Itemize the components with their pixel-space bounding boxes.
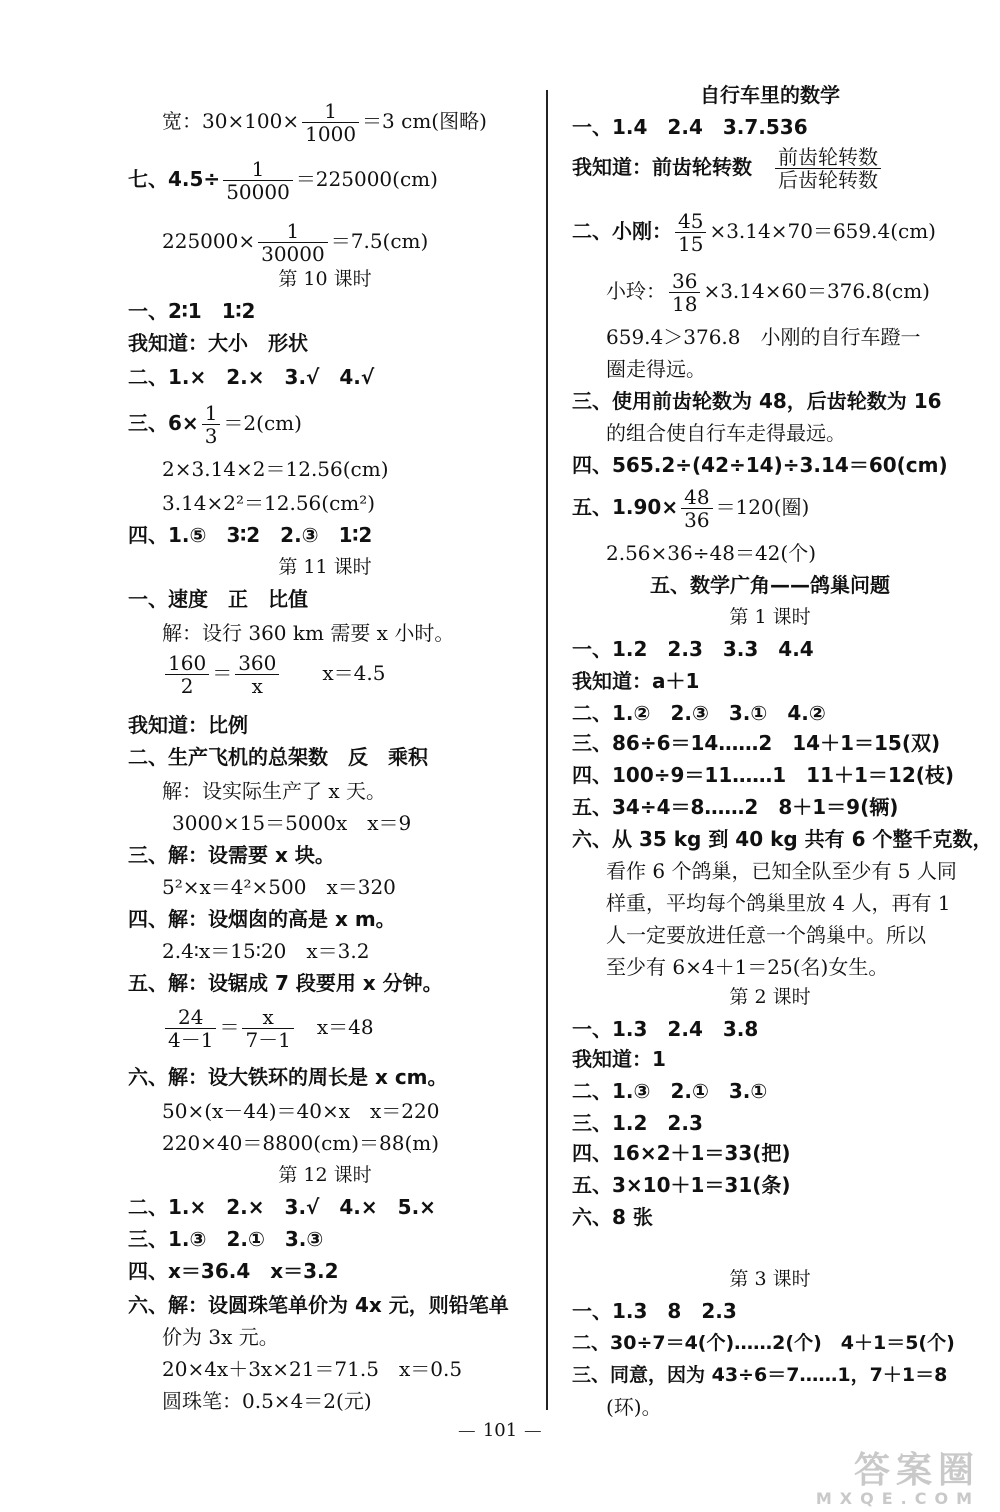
right-line-30: 一、1.3 8 2.3 (572, 1299, 737, 1323)
left-line-32: 20×4x＋3x×21＝71.5 x＝0.5 (162, 1357, 463, 1381)
right-line-15: 三、86÷6＝14……2 14＋1＝15(双) (572, 731, 941, 755)
fraction: $\frac{x}{7-1}$ (242, 1006, 293, 1051)
right-line-19: 看作 6 个鸽巢，已知全队至少有 5 人同 (606, 859, 957, 883)
left-line-2: 七、4.5÷ $\frac{1}{50000}$ ＝225000(cm) (128, 157, 438, 204)
fraction: $\frac{36}{18}$ (669, 270, 700, 315)
left-line-13: $\frac{160}{2}$ ＝ $\frac{360}{x}$ x＝4.5 (162, 652, 385, 697)
left-line-30: 六、解：设圆珠笔单价为 4x 元，则铅笔单 (128, 1293, 509, 1317)
right-line-20: 样重，平均每个鸽巢里放 4 人，再有 1 (606, 891, 951, 915)
section-title-bicycle: 自行车里的数学 (700, 83, 840, 107)
lesson-heading-11: 第 11 课时 (278, 556, 372, 578)
right-line-22: 至少有 6×4＋1＝25(名)女生。 (606, 955, 889, 979)
right-line-11: 2.56×36÷48＝42(个) (606, 541, 816, 565)
right-line-10: 五、1.90× $\frac{48}{36}$ ＝120(圈) (572, 485, 810, 532)
right-line-2: 我知道：前齿轮转数 $\frac{\text{前齿轮转数}}{\text{后齿轮转数}}$ (572, 146, 884, 191)
left-line-17: 3000×15＝5000x x＝9 (172, 811, 412, 835)
right-line-4: 小玲： $\frac{36}{18}$ ×3.14×60＝376.8(cm) (606, 269, 930, 316)
left-line-14: 我知道：比例 (128, 713, 248, 737)
left-line-27: 二、1.× 2.× 3.√ 4.× 5.× (128, 1195, 436, 1219)
right-line-1: 一、1.4 2.4 3.7.536 (572, 115, 808, 139)
right-line-29: 六、8 张 (572, 1205, 653, 1229)
left-line-3: 225000× $\frac{1}{30000}$ ＝7.5(cm) (162, 219, 429, 266)
right-line-7: 三、使用前齿轮数为 48，后齿轮数为 16 (572, 389, 942, 413)
right-line-31: 二、30÷7＝4(个)……2(个) 4＋1＝5(个) (572, 1332, 955, 1354)
left-line-26: 220×40＝8800(cm)＝88(m) (162, 1131, 440, 1155)
lesson-heading-12: 第 12 课时 (278, 1164, 372, 1186)
left-line-8: 2×3.14×2＝12.56(cm) (162, 457, 389, 481)
right-line-3: 二、小刚： $\frac{45}{15}$ ×3.14×70＝659.4(cm) (572, 209, 936, 256)
watermark-logo (730, 1452, 980, 1508)
right-line-16: 四、100÷9＝11……1 11＋1＝12(枝) (572, 763, 955, 787)
right-line-9: 四、565.2÷(42÷14)÷3.14＝60(cm) (572, 453, 948, 477)
right-line-18: 六、从 35 kg 到 40 kg 共有 6 个整千克数， (572, 827, 993, 851)
left-line-7: 三、6× $\frac{1}{3}$ ＝2(cm) (128, 401, 302, 448)
right-line-26: 三、1.2 2.3 (572, 1111, 703, 1135)
right-line-13: 我知道：a＋1 (572, 669, 700, 693)
fraction: $\frac{160}{2}$ (165, 652, 209, 697)
left-line-28: 三、1.③ 2.① 3.③ (128, 1227, 324, 1251)
left-line-23: $\frac{24}{4-1}$ ＝ $\frac{x}{7-1}$ x＝48 (162, 1006, 374, 1051)
fraction: $\frac{\text{前齿轮转数}}{\text{后齿轮转数}}$ (775, 146, 881, 191)
fraction: $\frac{24}{4-1}$ (165, 1006, 216, 1051)
right-line-5: 659.4＞376.8 小刚的自行车蹬一 (606, 325, 921, 349)
left-line-10: 四、1.⑤ 3∶2 2.③ 1∶2 (128, 523, 373, 547)
left-line-4: 一、2∶1 1∶2 (128, 299, 256, 323)
fraction: $\frac{1}{30000}$ (258, 220, 328, 265)
left-line-18: 三、解：设需要 x 块。 (128, 843, 335, 867)
left-line-21: 2.4∶x＝15∶20 x＝3.2 (162, 939, 370, 963)
left-line-6: 二、1.× 2.× 3.√ 4.√ (128, 365, 375, 389)
left-line-25: 50×(x－44)＝40×x x＝220 (162, 1099, 440, 1123)
fraction: $\frac{1}{3}$ (202, 402, 221, 447)
lesson-heading-2: 第 2 课时 (729, 986, 811, 1008)
right-line-33: (环)。 (606, 1395, 662, 1419)
right-line-27: 四、16×2＋1＝33(把) (572, 1141, 791, 1165)
right-line-32: 三、同意，因为 43÷6＝7……1，7＋1＝8 (572, 1364, 948, 1386)
left-line-16: 解：设实际生产了 x 天。 (162, 779, 386, 803)
fraction: $\frac{1}{50000}$ (223, 158, 293, 203)
left-line-9: 3.14×2²＝12.56(cm²) (162, 491, 376, 515)
right-line-17: 五、34÷4＝8……2 8＋1＝9(辆) (572, 795, 899, 819)
right-line-25: 二、1.③ 2.① 3.① (572, 1079, 768, 1103)
left-line-12: 解：设行 360 km 需要 x 小时。 (162, 621, 455, 645)
right-line-14: 二、1.② 2.③ 3.① 4.② (572, 701, 826, 725)
right-line-6: 圈走得远。 (606, 357, 706, 381)
lesson-heading-1: 第 1 课时 (729, 606, 811, 628)
lesson-heading-3: 第 3 课时 (729, 1268, 811, 1290)
left-line-24: 六、解：设大铁环的周长是 x cm。 (128, 1065, 448, 1089)
text: 宽：30×100× (162, 109, 300, 133)
fraction: $\frac{360}{x}$ (235, 652, 279, 697)
left-line-19: 5²×x＝4²×500 x＝320 (162, 875, 396, 899)
fraction: $\frac{48}{36}$ (681, 486, 712, 531)
right-line-12: 一、1.2 2.3 3.3 4.4 (572, 637, 814, 661)
watermark-title: 答案圈 (853, 1450, 980, 1491)
page-number: 101 (451, 1420, 549, 1441)
right-line-28: 五、3×10＋1＝31(条) (572, 1173, 791, 1197)
left-line-20: 四、解：设烟囱的高是 x m。 (128, 907, 396, 931)
left-line-15: 二、生产飞机的总架数 反 乘积 (128, 745, 428, 769)
section-title-pigeonhole: 五、数学广角——鸽巢问题 (650, 573, 890, 597)
watermark-url: MXQE.COM (815, 1489, 980, 1508)
left-line-1: 宽：30×100× $\frac{1}{1000}$ ＝3 cm(图略) (162, 99, 487, 146)
left-line-31: 价为 3x 元。 (162, 1325, 279, 1349)
right-line-8: 的组合使自行车走得最远。 (606, 421, 846, 445)
left-line-5: 我知道：大小 形状 (128, 331, 308, 355)
left-line-22: 五、解：设锯成 7 段要用 x 分钟。 (128, 971, 443, 995)
column-divider (546, 90, 548, 1410)
right-line-23: 一、1.3 2.4 3.8 (572, 1017, 759, 1041)
right-line-21: 人一定要放进任意一个鸽巢中。所以 (606, 923, 926, 947)
left-line-11: 一、速度 正 比值 (128, 587, 308, 611)
left-line-29: 四、x＝36.4 x＝3.2 (128, 1259, 339, 1283)
lesson-heading-10: 第 10 课时 (278, 268, 372, 290)
fraction: $\frac{45}{15}$ (675, 210, 706, 255)
left-line-33: 圆珠笔：0.5×4＝2(元) (162, 1389, 372, 1413)
fraction: $\frac{1}{1000}$ (302, 100, 359, 145)
right-line-24: 我知道：1 (572, 1047, 666, 1071)
